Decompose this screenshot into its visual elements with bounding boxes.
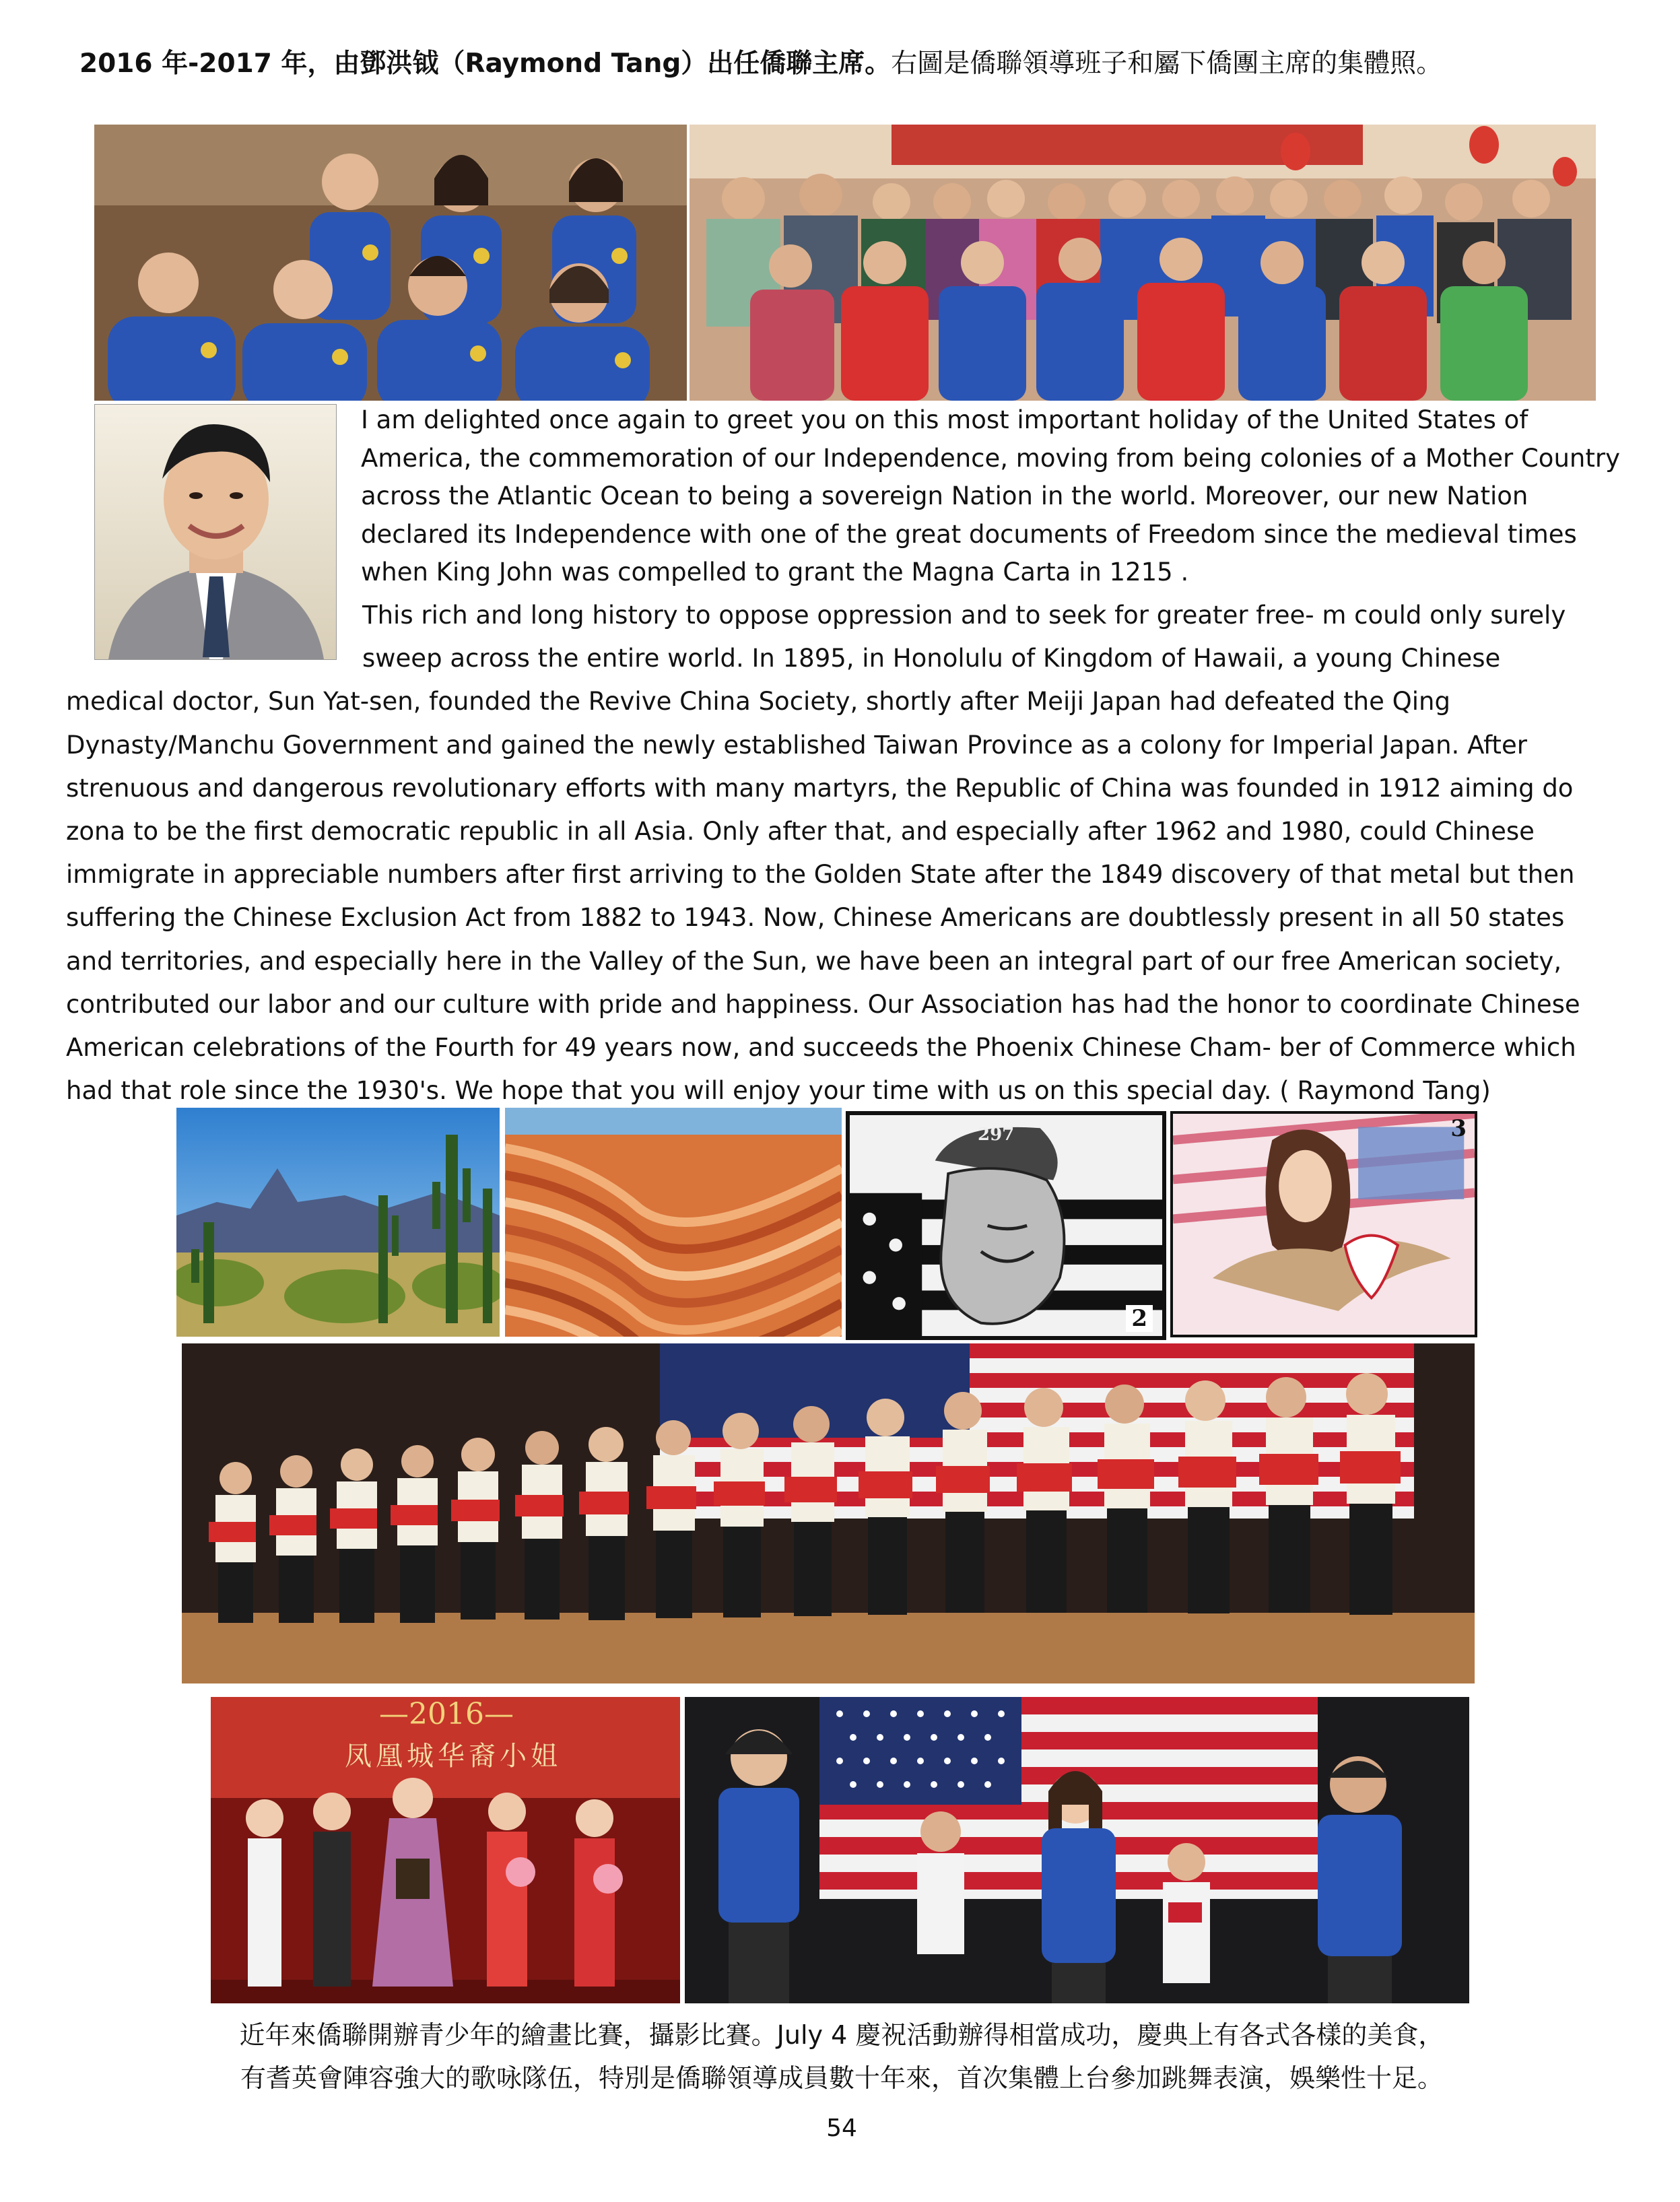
veteran-flag-drawing	[846, 1111, 1166, 1340]
leaders-dance-performance-photo	[685, 1697, 1469, 2003]
page-number: 54	[826, 2114, 857, 2142]
leadership-group-photo	[94, 125, 687, 401]
artwork-number-2: 2	[1126, 1305, 1153, 1332]
caption-line-2: 有耆英會陣容強大的歌咏隊伍，特別是僑聯領導成員數十年來，首次集體上台參加跳舞表演，娛樂性十足。	[240, 2063, 1443, 2093]
pageant-banner-year: —2016—	[379, 1697, 514, 1731]
artwork-number-3: 3	[1450, 1115, 1467, 1142]
bottom-caption	[94, 2013, 1589, 2100]
heading-rest: 右圖是僑聯領導班子和屬下僑團主席的集體照。	[891, 48, 1443, 79]
pageant-banner-text: 凤凰城华裔小姐	[345, 1741, 562, 1772]
pageant-award-photo	[211, 1697, 680, 2003]
page-heading	[79, 40, 1642, 88]
community-leaders-group-photo	[690, 125, 1596, 401]
caption-line-1: 近年來僑聯開辦青少年的繪畫比賽，攝影比賽。July 4 慶祝活動辦得相當成功，慶典上有各式各樣的美食，	[239, 2020, 1444, 2050]
saguaro-desert-photo	[176, 1108, 500, 1337]
woman-eagle-drawing	[1170, 1111, 1477, 1337]
senior-choir-photo	[182, 1343, 1475, 1683]
veteran-cap-number: 297	[978, 1125, 1015, 1145]
body-paragraph-text: This rich and long history to oppose oppression and to seek for greater free- m could only surely sweep across the entire world. In 1895, in Honolulu of Kingdom of Hawaii, a young Chinese medical doctor, Sun Yat-sen, founded the Revive China Society, shortly after Meiji Japan had defeated the Qing Dynasty/Manchu Government and gained the newly established Taiwan Province as a colony for Imperial Japan. After strenuous and dangerous revolutionary efforts with many martyrs, the Republic of China was founded in 1912 aiming do zona to be the first democratic republic in all Asia. Only after that, and especially after 1962 and 1980, could Chinese immigrate in appreciable numbers after first arriving to the Golden State after the 1849 discovery of that metal but then suffering the Chinese Exclusion Act from 1882 to 1943. Now, Chinese Americans are doubtlessly present in all 50 states and territories, and especially here in the Valley of the Sun, we have been an integral part of our free American society, contributed our labor and our culture with pride and happiness. Our Association has had the honor to coordinate Chinese American celebrations of the Fourth for 49 years now, and succeeds the Phoenix Chinese Cham- ber of Commerce which had that role since the 1930's. We hope that you will enjoy your time with us on this special day. ( Raymond Tang)	[66, 601, 1580, 1106]
intro-paragraph: I am delighted once again to greet you on this most important holiday of the United States of America, the commemoration of our Independence, moving from being colonies of a Mother Country across the Atlantic Ocean to being a sovereign Nation in the world. Moreover, our new Nation declared its Independence with one of the great documents of Freedom since the medieval times when King John was compelled to grant the Magna Carta in 1215 .	[361, 405, 1620, 587]
heading-bold: 2016 年-2017 年，由鄧洪钺（Raymond Tang）出任僑聯主席。	[79, 48, 892, 79]
body-paragraph	[66, 594, 1601, 1112]
the-wave-sandstone-photo	[505, 1108, 842, 1337]
